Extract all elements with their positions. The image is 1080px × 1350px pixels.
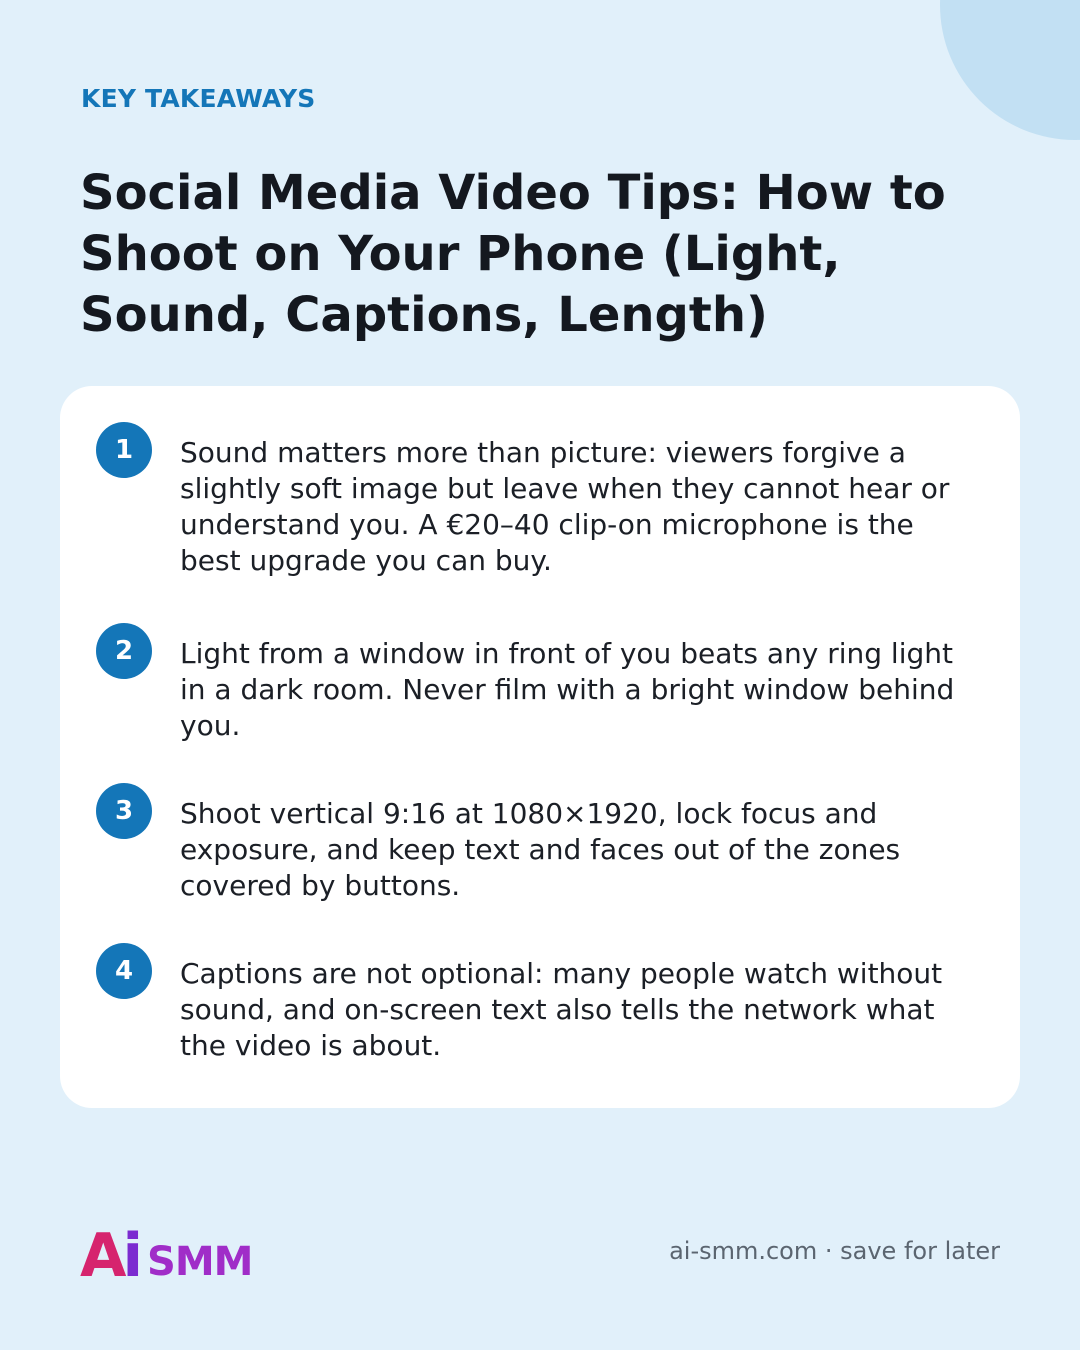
page-title: Social Media Video Tips: How to Shoot on Your Phone (Light, Sound, Captions, Length) [80,165,946,343]
tip-text: Sound matters more than picture: viewers forgive a slightly soft image but leave when they cannot hear or understand you. A €20–40 clip-on microphone is the best upgrade you can buy. [180,436,950,577]
footer-link-text: ai-smm.com · save for later [669,1237,1000,1265]
logo-letter-i: i [122,1221,144,1291]
logo-wordmark: SMM [147,1239,253,1285]
tip-text: Shoot vertical 9:16 at 1080×1920, lock focus and exposure, and keep text and faces out of the zones covered by buttons. [180,797,901,902]
tip-text: Captions are not optional: many people watch without sound, and on-screen text also tells the network what the video is about. [180,957,943,1062]
takeaways-card [60,386,1020,1108]
corner-decoration [940,0,1080,140]
tip-text: Light from a window in front of you beats any ring light in a dark room. Never film with a bright window behind you. [180,637,955,742]
tip-number-badge: 4 [96,943,152,999]
brand-logo [80,1216,253,1291]
eyebrow-label: KEY TAKEAWAYS [81,84,316,113]
tip-number-badge: 2 [96,623,152,679]
tip-number-badge: 3 [96,783,152,839]
logo-letter-a: A [80,1221,123,1291]
tip-number-badge: 1 [96,422,152,478]
